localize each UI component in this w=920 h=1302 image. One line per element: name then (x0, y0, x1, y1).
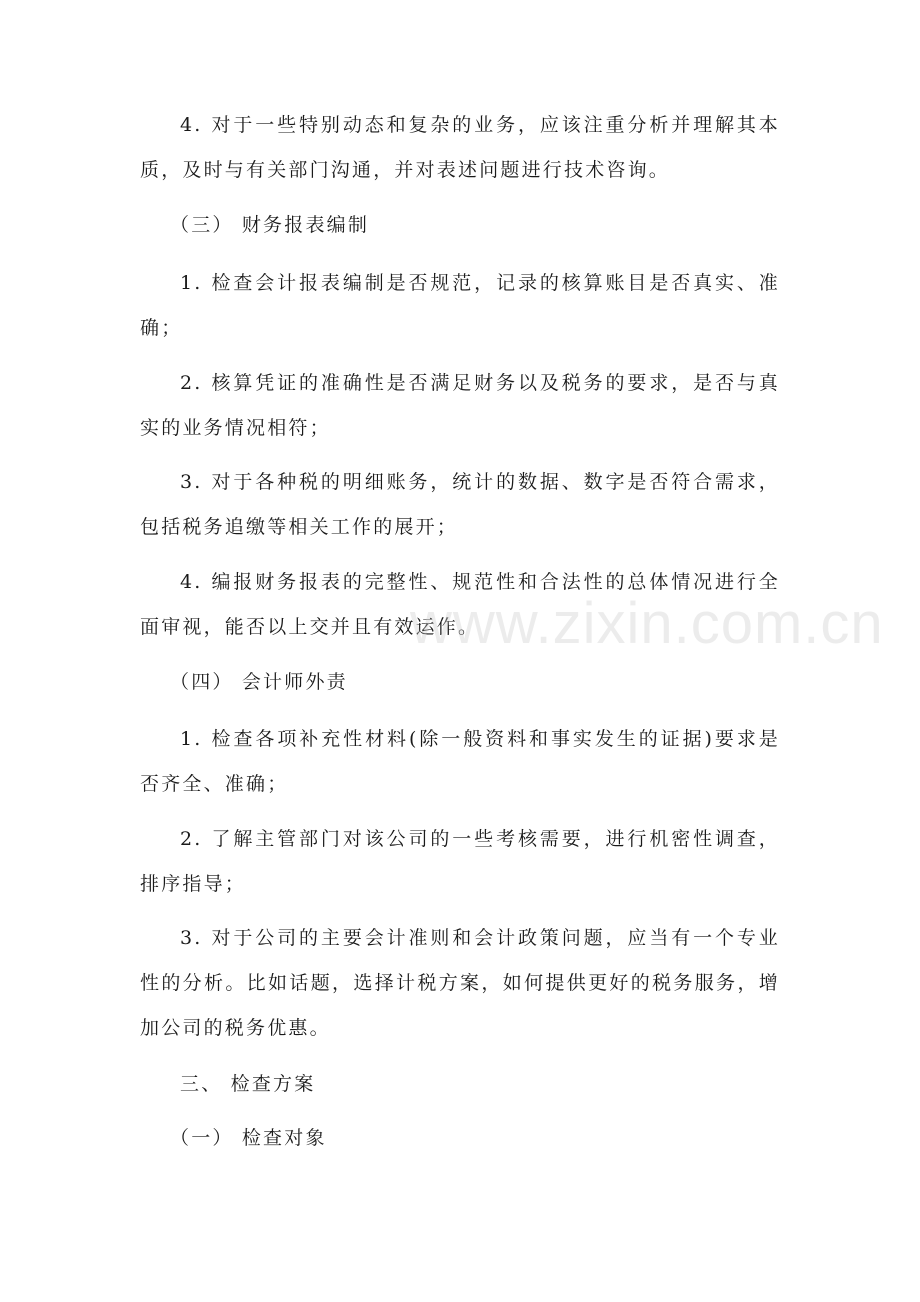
paragraph-accounting-policy: 3. 对于公司的主要会计准则和会计政策问题，应当有一个专业性的分析。比如话题，选择计税方案，如何提供更好的税务服务，增加公司的税务优惠。 (140, 927, 780, 1039)
paragraph-complex-business: 4. 对于一些特别动态和复杂的业务，应该注重分析并理解其本质，及时与有关部门沟通，并对表述问题进行技术咨询。 (140, 114, 780, 181)
paragraph-tax-details: 3. 对于各种税的明细账务，统计的数据、数字是否符合需求，包括税务追缴等相关工作的展开； (140, 471, 780, 538)
paragraph-department-assessment: 2. 了解主管部门对该公司的一些考核需要，进行机密性调查，排序指导； (140, 828, 780, 895)
section-heading-inspection-object: （一） 检查对象 (170, 1127, 327, 1149)
section-heading-accountant-duties: （四） 会计师外责 (170, 671, 348, 693)
section-heading-inspection-plan: 三、 检查方案 (180, 1073, 316, 1095)
paragraph-report-completeness: 4. 编报财务报表的完整性、规范性和合法性的总体情况进行全面审视，能否以上交并且有效运作。 (140, 571, 780, 638)
paragraph-supplementary-materials: 1. 检查各项补充性材料(除一般资料和事实发生的证据)要求是否齐全、准确； (140, 728, 780, 795)
paragraph-report-standard: 1. 检查会计报表编制是否规范，记录的核算账目是否真实、准确； (140, 272, 780, 339)
paragraph-voucher-accuracy: 2. 核算凭证的准确性是否满足财务以及税务的要求，是否与真实的业务情况相符； (140, 372, 780, 439)
watermark: www.zixin.com.cn (410, 591, 884, 656)
section-heading-financial-statements: （三） 财务报表编制 (170, 214, 370, 236)
